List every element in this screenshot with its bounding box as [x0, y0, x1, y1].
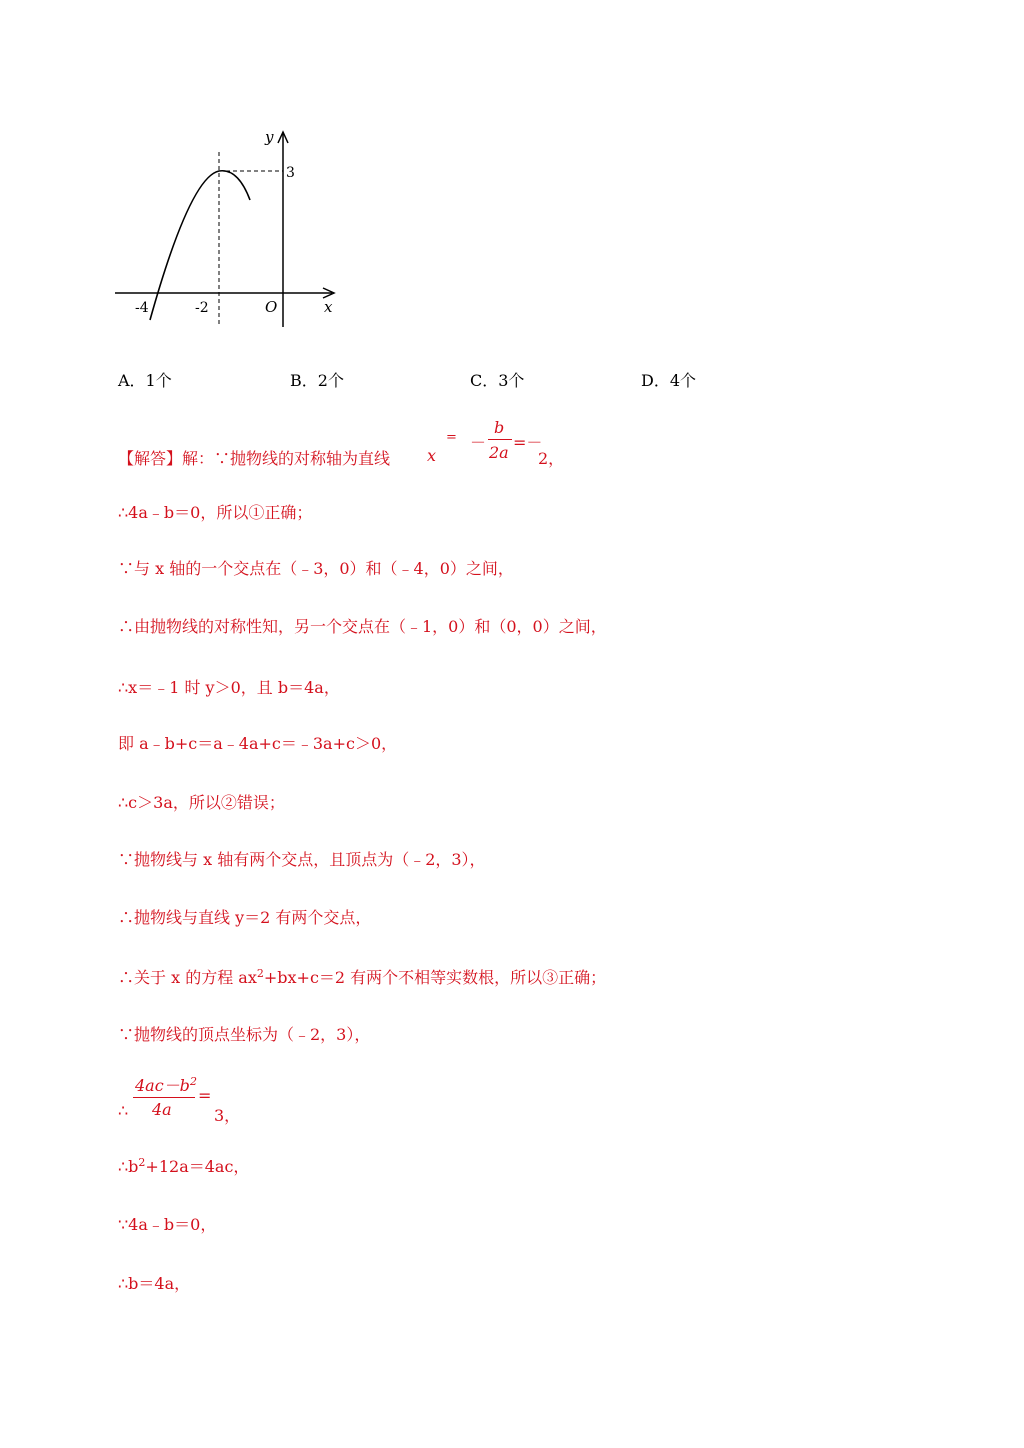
solution-line-5: ∴x＝﹣1 时 y＞0，且 b＝4a， [118, 678, 340, 697]
choice-c: C．3个 [470, 371, 525, 390]
solution-line-12-eq: = [198, 1086, 212, 1105]
solution-line-12-therefore: ∴ [118, 1101, 129, 1120]
solution-line-10 [118, 965, 606, 988]
fraction-12-denominator: 4a [152, 1100, 172, 1119]
parabola-curve [150, 171, 250, 320]
solution-line-10-a: ∴关于 x 的方程 ax [118, 968, 257, 987]
fraction-12-numerator [135, 1073, 197, 1096]
fraction-12-bar [133, 1097, 195, 1098]
parabola-figure [110, 122, 350, 337]
solution-line-13-b: +12a＝4ac， [145, 1157, 250, 1176]
solution-line-1-eq2: =－ [513, 433, 543, 452]
solution-line-11: ∵抛物线的顶点坐标为（﹣2，3）， [118, 1025, 371, 1044]
solution-line-10-sup: 2 [256, 967, 264, 980]
y-axis-label: y [265, 128, 274, 146]
solution-line-13-sup: 2 [138, 1156, 146, 1169]
solution-line-13 [118, 1154, 249, 1177]
solution-line-3: ∵与 x 轴的一个交点在（﹣3，0）和（﹣4，0）之间， [118, 559, 514, 578]
solution-line-4: ∴由抛物线的对称性知，另一个交点在（﹣1，0）和（0，0）之间， [118, 617, 607, 636]
fraction-numerator: b [494, 418, 505, 437]
solution-line-9: ∴抛物线与直线 y＝2 有两个交点， [118, 908, 372, 927]
choice-b: B．2个 [290, 371, 344, 390]
solution-line-2: ∴4a﹣b＝0，所以①正确； [118, 503, 313, 522]
choice-d: D．4个 [641, 371, 697, 390]
solution-line-1-minus: － [470, 433, 487, 452]
solution-line-10-b: +bx+c＝2 有两个不相等实数根，所以③正确； [263, 968, 607, 987]
answer-choices [118, 368, 818, 392]
solution-line-12-value: 3， [214, 1106, 241, 1125]
solution-line-1-value: 2， [538, 449, 565, 468]
parabola-graph [110, 122, 350, 337]
fraction-bar [488, 439, 512, 440]
fraction-12-numerator-sup: 2 [189, 1075, 197, 1088]
solution-line-8: ∵抛物线与 x 轴有两个交点，且顶点为（﹣2，3）， [118, 850, 486, 869]
fraction-12-numerator-base: 4ac－b [135, 1076, 190, 1095]
x-axis-label: x [324, 298, 333, 316]
fraction-denominator: 2a [489, 443, 509, 462]
solution-line-1-eq: = [446, 430, 457, 445]
solution-line-14: ∵4a﹣b＝0， [118, 1215, 217, 1234]
solution-line-7: ∴c＞3a，所以②错误； [118, 793, 285, 812]
solution-line-13-a: ∴b [118, 1157, 139, 1176]
tick-label-3: 3 [286, 165, 295, 181]
solution-line-6: 即 a﹣b+c＝a﹣4a+c＝﹣3a+c＞0， [118, 734, 398, 753]
choice-a: A．1个 [118, 371, 172, 390]
solution-line-1-var: x [427, 446, 437, 465]
solution-line-15: ∴b＝4a， [118, 1274, 191, 1293]
tick-label-neg4: -4 [135, 300, 149, 316]
tick-label-neg2: -2 [195, 300, 209, 316]
origin-label: O [265, 298, 278, 316]
solution-line-1-prefix: 【解答】解：∵抛物线的对称轴为直线 [118, 449, 391, 468]
